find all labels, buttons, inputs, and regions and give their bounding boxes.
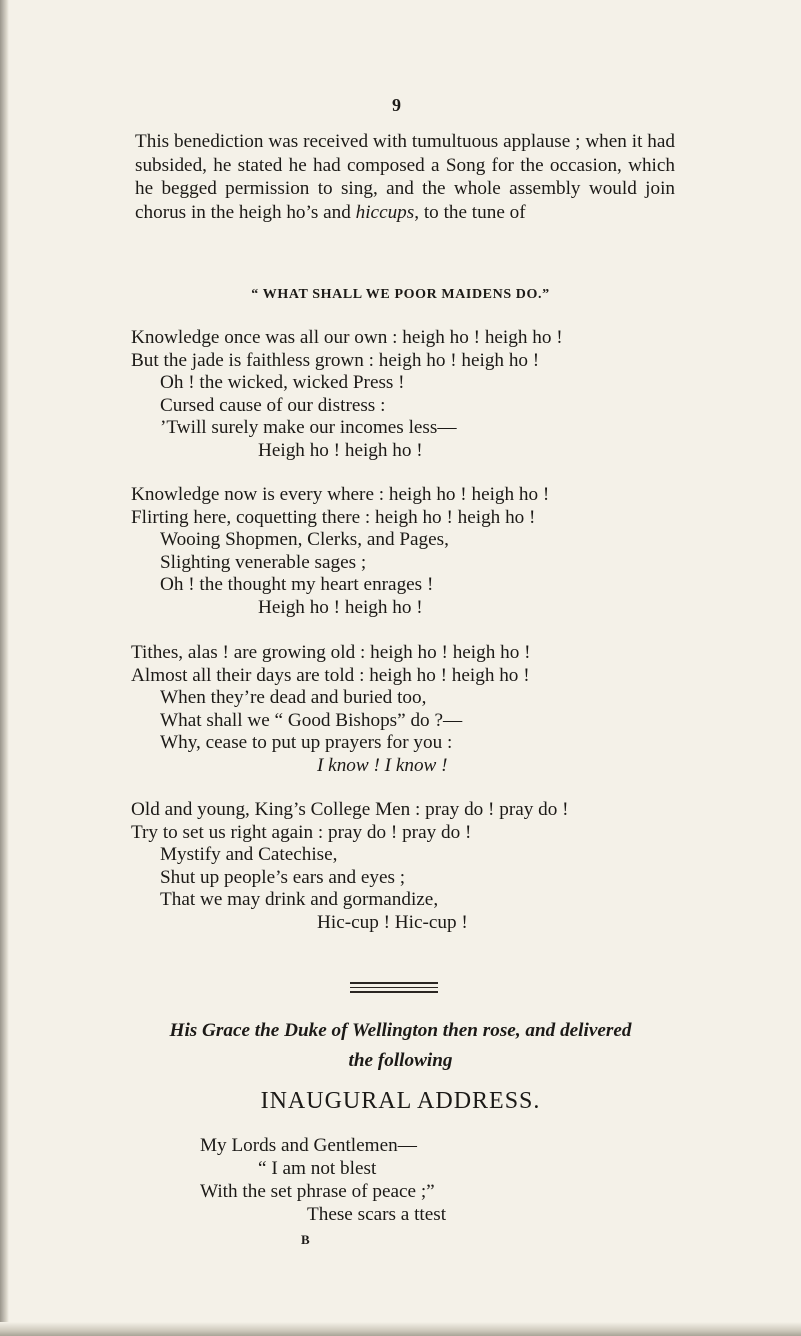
page-number: 9 (392, 95, 401, 115)
stanza-2 (131, 484, 691, 619)
verse-line: Almost all their days are told : heigh ho ! heigh ho ! (131, 664, 530, 686)
stanza-1 (131, 327, 691, 462)
signature-mark: B (301, 1232, 310, 1247)
address-verse (200, 1134, 680, 1226)
italic-word: hiccups (355, 201, 415, 223)
page-bottom-edge (0, 1322, 801, 1336)
verse-line: Oh ! the thought my heart enrages ! (160, 574, 434, 595)
verse-line: Knowledge now is every where : heigh ho ! heigh ho ! (131, 484, 550, 505)
verse-line: I know ! I know ! (317, 754, 448, 776)
address-intro-line: the following (348, 1050, 453, 1071)
verse-line: Hic-cup ! Hic-cup ! (317, 911, 468, 933)
verse-line: Mystify and Catechise, (160, 844, 338, 865)
stanza-3 (131, 642, 691, 777)
verse-line: That we may drink and gormandize, (160, 889, 439, 910)
verse-line: Wooing Shopmen, Clerks, and Pages, (160, 529, 449, 550)
stanza-4 (131, 799, 691, 934)
intro-paragraph: This benediction was received with tumultuous applause ; when it had subsided, he stated he had composed a Song for the occasion, which he begged permission to sing, and the whole assembly would join chorus in the heigh ho’s and hiccups, to the tune of (135, 131, 675, 223)
verse-line: Try to set us right again : pray do ! pray do ! (131, 821, 472, 843)
verse-line: With the set phrase of peace ;” (200, 1181, 435, 1202)
verse-line: Flirting here, coquetting there : heigh ho ! heigh ho ! (131, 506, 536, 528)
verse-line: These scars a ttest (307, 1204, 447, 1225)
address-intro-line: His Grace the Duke of Wellington then rose, and delivered (169, 1020, 632, 1041)
verse-line: But the jade is faithless grown : heigh ho ! heigh ho ! (131, 349, 540, 371)
verse-line: Oh ! the wicked, wicked Press ! (160, 372, 405, 393)
section-heading: INAUGURAL ADDRESS. (260, 1088, 541, 1114)
verse-line: ’Twill surely make our incomes less— (160, 417, 457, 438)
verse-line: Old and young, King’s College Men : pray do ! pray do ! (131, 799, 569, 820)
page-binding-edge (0, 0, 9, 1336)
verse-line: “ I am not blest (258, 1158, 377, 1179)
verse-line: Cursed cause of our distress : (160, 394, 386, 416)
tune-title: “ WHAT SHALL WE POOR MAIDENS DO.” (251, 287, 550, 302)
verse-line: Tithes, alas ! are growing old : heigh ho ! heigh ho ! (131, 642, 531, 663)
verse-line: Heigh ho ! heigh ho ! (258, 439, 423, 461)
verse-line: My Lords and Gentlemen— (200, 1135, 417, 1156)
verse-line: Knowledge once was all our own : heigh ho ! heigh ho ! (131, 327, 563, 348)
section-divider (350, 982, 438, 993)
verse-line: Shut up people’s ears and eyes ; (160, 866, 406, 888)
verse-line: What shall we “ Good Bishops” do ?— (160, 709, 463, 731)
verse-line: Heigh ho ! heigh ho ! (258, 596, 423, 618)
verse-line: When they’re dead and buried too, (160, 687, 427, 708)
verse-line: Why, cease to put up prayers for you : (160, 732, 453, 753)
verse-line: Slighting venerable sages ; (160, 551, 367, 573)
